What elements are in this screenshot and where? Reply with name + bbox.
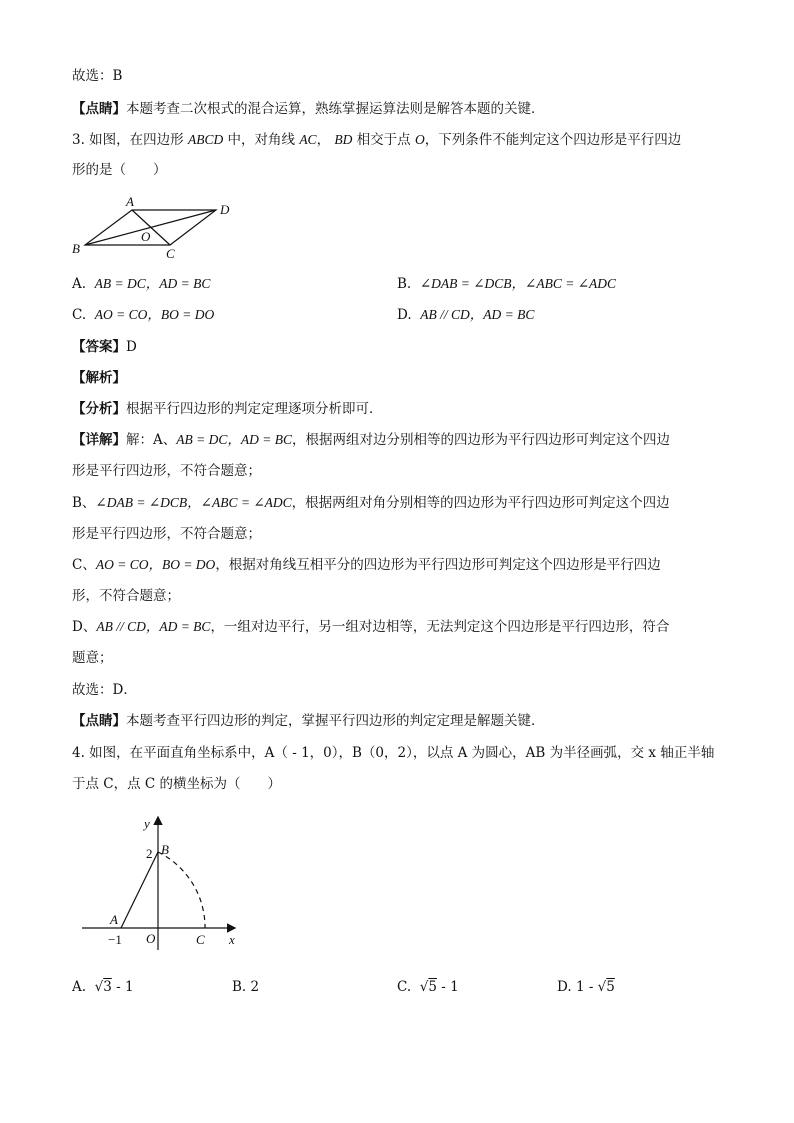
q3-option-c[interactable]: [72, 305, 214, 325]
q4-stem-line2: 于点 C，点 C 的横坐标为（ ）: [72, 776, 282, 792]
q3-stem-line2: 形的是（ ）: [72, 162, 167, 178]
analysis-tag: 【解析】: [72, 370, 126, 386]
q3-option-a[interactable]: [72, 274, 210, 294]
q3-stem-text: ，下列条件不能判定这个四边形是平行四边: [424, 132, 682, 148]
detail-tag: 【详解】: [72, 432, 126, 448]
option-label: C.: [397, 979, 412, 995]
option-text: AB = DC，AD = BC: [94, 276, 211, 291]
option-label: A.: [72, 979, 87, 995]
detail-text: ，根据两组对角分别相等的四边形为平行四边形可判定这个四边: [291, 495, 670, 511]
q4-segment-ab: [121, 852, 158, 928]
q3-diag-ac: AC: [299, 132, 317, 147]
option-label: C.: [72, 307, 87, 323]
q3-detail-line8: 题意；: [72, 650, 113, 666]
detail-text: ，根据对角线互相平分的四边形为平行四边形可判定这个四边形是平行四边: [215, 557, 661, 573]
detail-math: ∠DAB = ∠DCB，∠ABC = ∠ADC: [95, 495, 292, 510]
q3-stem-line1: [72, 130, 681, 150]
radicand: 5: [606, 979, 615, 995]
q3-point-o: O: [414, 132, 425, 147]
q3-detail-line4: 形是平行四边形，不符合题意；: [72, 526, 261, 542]
q4-option-d[interactable]: [557, 977, 615, 997]
detail-text: D、: [72, 619, 97, 635]
q3-detail-line2: 形是平行四边形，不符合题意；: [72, 463, 261, 479]
sqrt-symbol: √: [419, 979, 429, 995]
q4-label-o: O: [146, 931, 156, 946]
option-text: AB // CD，AD = BC: [420, 307, 535, 322]
detail-math: AB = DC，AD = BC: [176, 432, 292, 447]
fenxi-text: 根据平行四边形的判定定理逐项分析即可．: [126, 401, 383, 417]
comment-tag: 【点睛】: [72, 101, 126, 117]
detail-text: ，一组对边平行，另一组对边相等，无法判定这个四边形是平行四边形，符合: [210, 619, 670, 635]
detail-text: ，根据两组对边分别相等的四边形为平行四边形可判定这个四边: [291, 432, 670, 448]
detail-text: C、: [72, 557, 96, 573]
q4-option-a[interactable]: [72, 977, 134, 997]
q3-quad-name: ABCD: [187, 132, 224, 147]
q4-label-neg-one: −1: [108, 932, 122, 947]
option-label: D.: [557, 979, 572, 995]
q3-detail-line3: [72, 493, 670, 513]
q3-analysis-tag: [72, 368, 126, 388]
q3-stem-text: 3. 如图，在四边形: [72, 132, 188, 148]
q3-stem-text: ，: [316, 132, 335, 148]
q3-parallelogram-figure: [68, 190, 248, 270]
radicand: 5: [428, 979, 437, 995]
q3-fenxi-line: [72, 399, 383, 419]
radicand: 3: [103, 979, 112, 995]
q3-label-b: B: [72, 241, 80, 256]
q3-choose-line: 故选：D．: [72, 682, 137, 698]
q3-detail-line6: 形，不符合题意；: [72, 588, 180, 604]
q4-label-c: C: [196, 932, 205, 947]
q4-option-b[interactable]: [232, 977, 259, 997]
q4-label-b: B: [161, 842, 169, 857]
option-label: B.: [397, 276, 412, 292]
q3-label-c: C: [166, 246, 175, 261]
detail-text: B、: [72, 495, 96, 511]
option-text: AO = CO，BO = DO: [94, 307, 215, 322]
detail-math: AB // CD，AD = BC: [96, 619, 211, 634]
q3-diagonal-bd: [85, 210, 216, 245]
q3-detail-line5: [72, 555, 661, 575]
q4-label-x: x: [229, 932, 235, 947]
fenxi-tag: 【分析】: [72, 401, 126, 417]
choose-line-prev: 故选：B: [72, 68, 123, 84]
sqrt-symbol: √: [597, 979, 607, 995]
q3-detail-line7: [72, 617, 669, 637]
q3-option-d[interactable]: [397, 305, 534, 325]
q4-coordinate-figure: [76, 810, 246, 955]
detail-math: AO = CO，BO = DO: [95, 557, 216, 572]
q3-label-d: D: [220, 202, 230, 217]
detail-text: 解：A、: [126, 432, 177, 448]
option-label: A.: [72, 276, 87, 292]
answer-value: D: [126, 339, 137, 355]
comment-text: 本题考查平行四边形的判定，掌握平行四边形的判定定理是解题关键．: [126, 713, 545, 729]
option-text: - 1: [436, 979, 459, 995]
option-text: 2: [250, 979, 260, 995]
q4-label-a: A: [110, 912, 118, 927]
q3-answer-line: [72, 337, 137, 357]
sqrt-symbol: √: [94, 979, 104, 995]
q3-stem-text: 相交于点: [352, 132, 415, 148]
q3-comment-line: [72, 711, 545, 731]
q4-label-two: 2: [146, 846, 153, 861]
option-text: ∠DAB = ∠DCB，∠ABC = ∠ADC: [419, 276, 617, 291]
option-text: - 1: [111, 979, 134, 995]
comment-tag: 【点睛】: [72, 713, 126, 729]
option-label: B.: [232, 979, 247, 995]
q3-label-a: A: [126, 194, 134, 209]
q3-detail-line1: [72, 430, 670, 450]
option-label: D.: [397, 307, 412, 323]
q3-diag-bd: BD: [334, 132, 353, 147]
q3-stem-text: 中，对角线: [223, 132, 300, 148]
q4-stem-line1: 4. 如图，在平面直角坐标系中，A（ - 1，0），B（0，2），以点 A 为圆心，AB 为半径画弧，交 x 轴正半轴: [72, 745, 715, 761]
comment-line-prev: [72, 99, 545, 119]
answer-tag: 【答案】: [72, 339, 126, 355]
option-text: 1 -: [575, 979, 598, 995]
q4-label-y: y: [144, 816, 150, 831]
q3-label-o: O: [141, 229, 151, 244]
comment-text: 本题考查二次根式的混合运算，熟练掌握运算法则是解答本题的关键．: [126, 101, 545, 117]
q4-option-c[interactable]: [397, 977, 459, 997]
q3-option-b[interactable]: [397, 274, 616, 294]
q4-arc-bc: [158, 852, 205, 928]
